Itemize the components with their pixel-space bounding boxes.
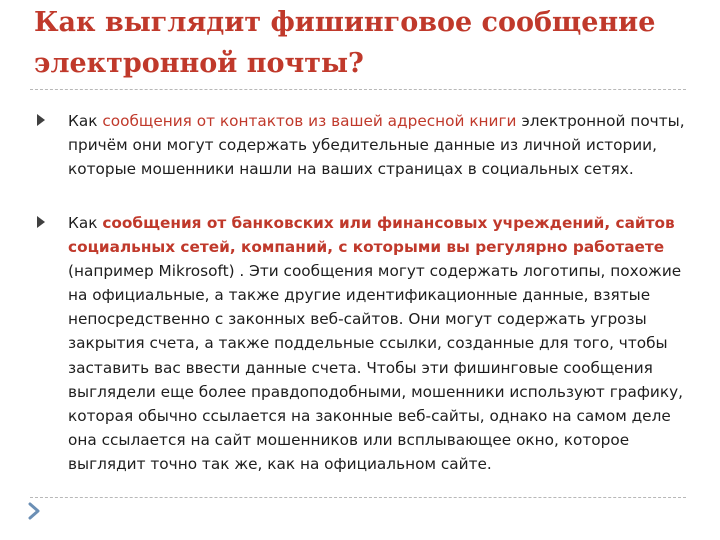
corner-arrow-icon [27,501,45,521]
bullet-body: электронной почты, причём они могут содержать убедительные данные из личной истории, которые мошенники нашли на ваших страницах в социальных сетях. [68,112,685,179]
slide-title: Как выглядит фишинговое сообщение электронной почты? [34,7,656,79]
bullet-text-institutions [68,211,692,476]
bullet-text-contacts [68,109,692,181]
footer-divider [30,497,686,498]
triangle-bullet-icon [37,216,45,228]
triangle-bullet-icon [37,114,45,126]
highlight-institutions: сообщения от банковских или финансовых учреждений, сайтов социальных сетей, компаний, с которыми вы регулярно работаете [68,214,675,257]
bullet-prefix: Как [68,112,103,130]
highlight-contacts: сообщения от контактов из вашей адресной книги [102,112,517,130]
bullet-body: (например Mikrosoft) . Эти сообщения могут содержать логотипы, похожие на официальные, а также другие идентификационные данные, взятые непосредственно с законных веб-сайтов. Они могут содержать угрозы закрытия счета, а также поддельные ссылки, созданные для того, чтобы заставить вас ввести данные счета. Чтобы эти фишинговые сообщения выглядели еще более правдоподобными, мошенники используют графику, которая обычно ссылается на законные веб-сайты, однако на самом деле она ссылается на сайт мошенников или всплывающее окно, которое выглядит точно так же, как на официальном сайте. [68,262,684,473]
bullet-prefix: Как [68,214,103,232]
title-divider [30,89,686,90]
